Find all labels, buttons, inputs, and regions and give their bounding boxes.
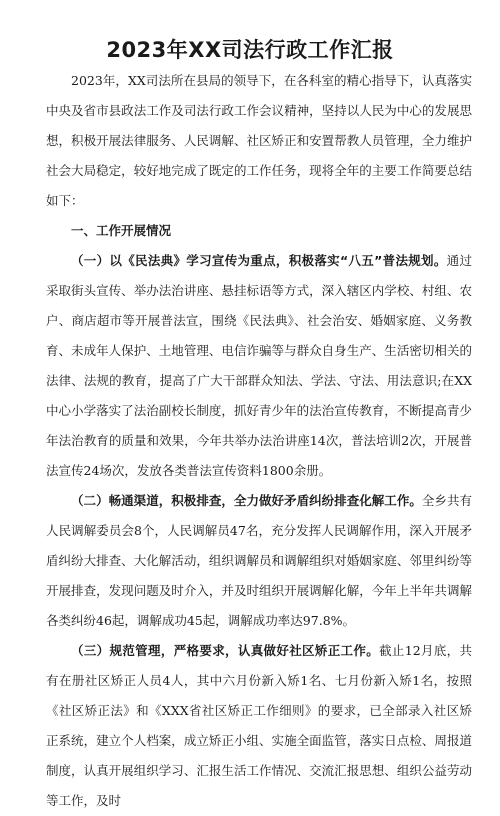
item-1-lead: （一）以《民法典》学习宣传为重点，积极落实“八五”普法规划。	[71, 253, 447, 268]
section-heading: 一、工作开展情况	[71, 223, 172, 238]
item-paragraph-2	[46, 486, 472, 636]
item-1-text: 通过采取街头宣传、举办法治讲座、悬挂标语等方式，深入辖区内学校、村组、农户、商店超市等开展普法宣，围绕《民法典》、社会治安、婚姻家庭、义务教育、未成年人保护、土地管理、电信诈骗等与群众自身生产、生活密切相关的法律、法规的教育，提高了广大干部群众知法、学法、守法、用法意识;在XX中心小学落实了法治副校长制度，抓好青少年的法治宣传教育，不断提高青少年法治教育的质量和效果，今年共举办法治讲座14次，普法培训2次，开展普法宣传24场次，发放各类普法宣传资料1800余册。	[46, 253, 472, 478]
item-paragraph-3	[46, 636, 472, 816]
item-2-text: 全乡共有人民调解委员会8个，人民调解员47名，充分发挥人民调解作用，深入开展矛盾纠纷大排查、大化解活动，组织调解员和调解组织对婚姻家庭、邻里纠纷等开展排查，发现问题及时介入，并及时组织开展调解化解，今年上半年共调解各类纠纷46起，调解成功45起，调解成功率达97.8%。	[46, 493, 472, 628]
document-title: 2023年XX司法行政工作汇报	[106, 38, 394, 62]
item-3-lead: （三）规范管理，严格要求，认真做好社区矫正工作。	[71, 643, 380, 658]
document-body	[46, 66, 472, 816]
item-2-lead: （二）畅通渠道，积极排查，全力做好矛盾纠纷排查化解工作。	[71, 493, 422, 508]
item-3-text: 截止12月底，共有在册社区矫正人员4人，其中六月份新入矫1名、七月份新入矫1名，按照《社区矫正法》和《XXX省社区矫正工作细则》的要求，已全部录入社区矫正系统，建立个人档案，成立矫正小组、实施全面监管，落实日点检、周报道制度，认真开展组织学习、汇报生活工作情况、交流汇报思想、组织公益劳动等工作，及时	[46, 643, 472, 808]
intro-paragraph: 2023年，XX司法所在县局的领导下，在各科室的精心指导下，认真落实中央及省市县政法工作及司法行政工作会议精神，坚持以人民为中心的发展思想，积极开展法律服务、人民调解、社区矫正和安置帮教人员管理，全力维护社会大局稳定，较好地完成了既定的工作任务，现将全年的主要工作简要总结如下：	[46, 73, 472, 208]
item-paragraph-1	[46, 246, 472, 486]
